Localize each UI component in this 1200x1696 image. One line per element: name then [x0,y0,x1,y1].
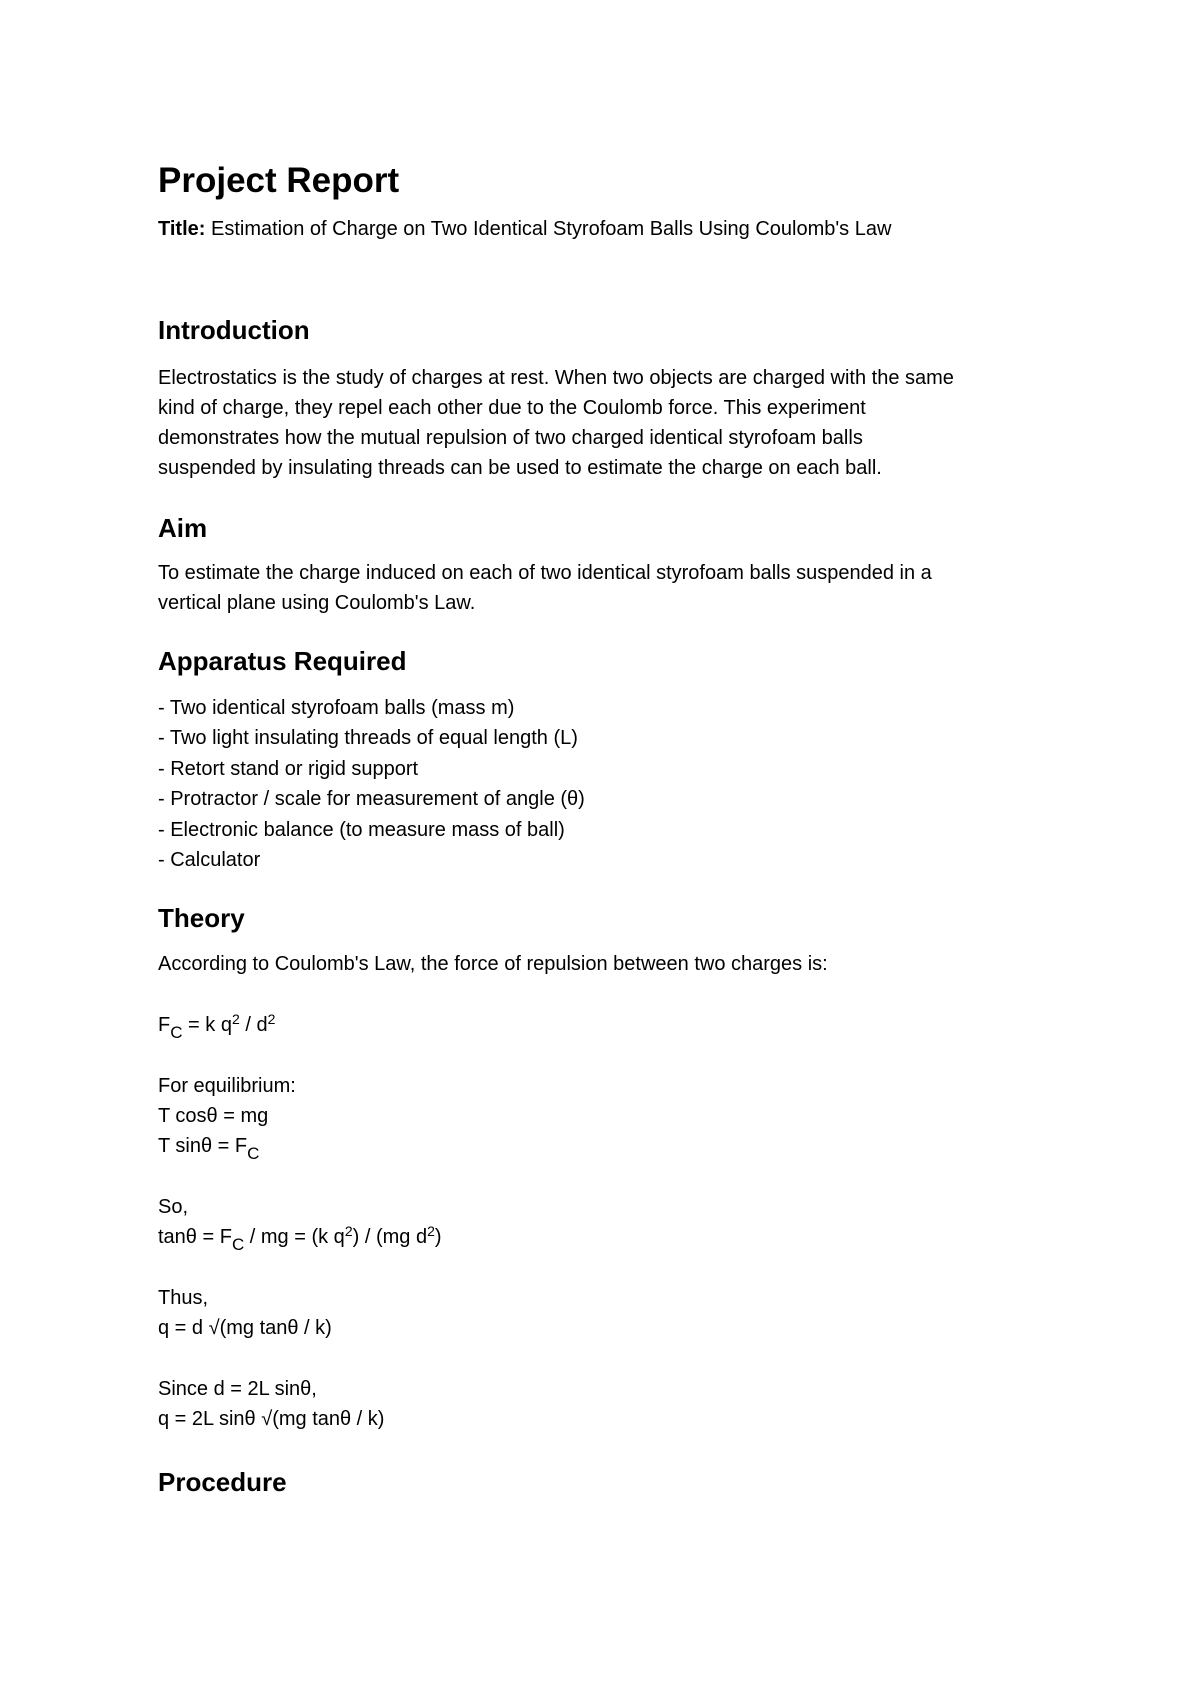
eq-part: ) / (mg d [352,1226,428,1248]
apparatus-list [158,693,585,875]
eq-subscript: C [247,1144,260,1163]
apparatus-heading: Apparatus Required [158,646,407,676]
eq-subscript: C [231,1235,245,1254]
aim-paragraph [158,558,1058,618]
eq-superscript: 2 [267,1011,276,1027]
page-title: Project Report [158,161,400,200]
tan-equation [158,1222,442,1253]
eq-subscript: C [170,1023,183,1042]
eq-part: / d [239,1014,268,1036]
eq-part: ) [434,1226,442,1248]
since-label: Since d = 2L sinθ, [158,1378,317,1400]
q-final-equation: q = 2L sinθ √(mg tanθ / k) [158,1408,385,1430]
list-item: - Two light insulating threads of equal length (L) [158,727,578,750]
title-text: Estimation of Charge on Two Identical Styrofoam Balls Using Coulomb's Law [205,218,892,240]
paragraph-line: demonstrates how the mutual repulsion of two charged identical styrofoam balls [158,427,863,449]
title-label: Title: [158,218,206,240]
report-title-line [158,215,891,243]
eq-part: T sinθ = F [158,1135,248,1157]
paragraph-line: kind of charge, they repel each other due to the Coulomb force. This experiment [158,397,866,419]
list-item: - Retort stand or rigid support [158,757,419,780]
so-label: So, [158,1196,189,1218]
q-equation: q = d √(mg tanθ / k) [158,1317,332,1339]
list-item: - Electronic balance (to measure mass of ball) [158,818,565,841]
introduction-paragraph [158,363,1058,483]
equilibrium-label: For equilibrium: [158,1075,296,1097]
equilibrium-cos-equation: T cosθ = mg [158,1105,269,1127]
eq-part: tanθ = F [158,1226,232,1248]
theory-heading: Theory [158,903,245,933]
eq-part: = k q [182,1014,232,1036]
theory-intro: According to Coulomb's Law, the force of repulsion between two charges is: [158,953,828,975]
eq-part: / mg = (k q [244,1226,345,1248]
eq-part: F [158,1014,171,1036]
eq-superscript: 2 [344,1223,353,1239]
paragraph-line: Electrostatics is the study of charges at rest. When two objects are charged with the same [158,367,954,389]
list-item: - Two identical styrofoam balls (mass m) [158,697,515,719]
coulomb-equation [158,1010,275,1041]
procedure-heading: Procedure [158,1467,287,1497]
paragraph-line: suspended by insulating threads can be used to estimate the charge on each ball. [158,457,882,479]
thus-label: Thus, [158,1287,209,1309]
eq-superscript: 2 [231,1011,240,1027]
paragraph-line: To estimate the charge induced on each of two identical styrofoam balls suspended in a [158,562,932,584]
equilibrium-sin-equation [158,1131,259,1162]
list-item: - Protractor / scale for measurement of angle (θ) [158,788,585,811]
paragraph-line: vertical plane using Coulomb's Law. [158,592,476,614]
list-item: - Calculator [158,849,261,872]
eq-superscript: 2 [427,1223,435,1239]
aim-heading: Aim [158,513,208,543]
introduction-heading: Introduction [158,315,310,345]
